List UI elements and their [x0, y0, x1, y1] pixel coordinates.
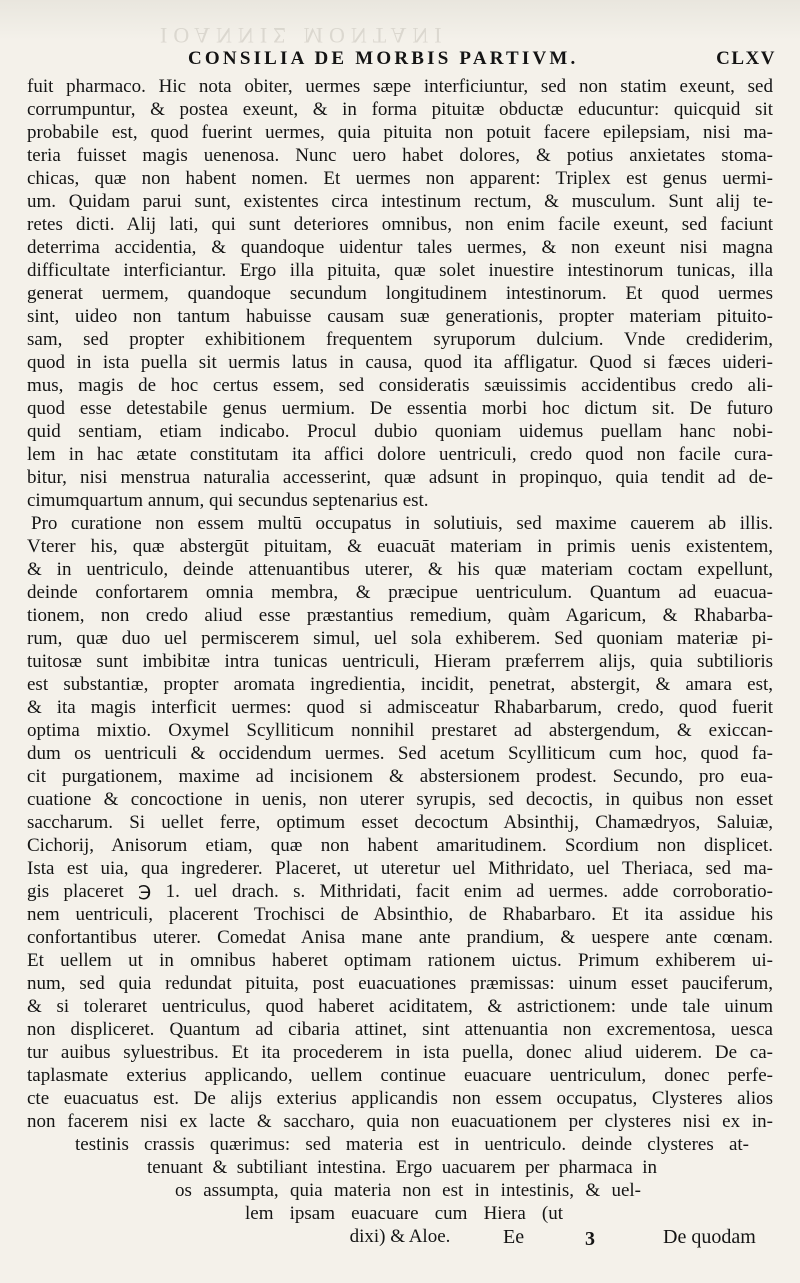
signature-mark: Ee: [503, 1226, 525, 1248]
text-line: & ita magis interficit uermes: quod si admisceatur Rhabarbarum, credo, quod fuerit: [27, 697, 773, 718]
show-through-text: ΙΟΑΝΝΙΣ ΜΟΝΤΑΝΙ: [160, 23, 448, 48]
text-line: um. Quidam parui sunt, existentes circa intestinum rectum, & musculum. Sunt alij te-: [27, 191, 773, 212]
text-line: deterrima accidentia, & quandoque uidentur tales uermes, & non exeunt nisi magna: [27, 237, 773, 258]
text-line: taplasmate exterius applicando, uellem continue euacuare uentriculum, donec perfe-: [27, 1065, 773, 1086]
text-line: cit purgationem, maxime ad incisionem & abstersionem prodest. Secundo, pro eua-: [27, 766, 773, 787]
text-line: generat uermem, quandoque secundum longitudinem intestinorum. Et quod uermes: [27, 283, 773, 304]
text-line: tenuant & subtiliant intestina. Ergo uacuarem per pharmaca in: [147, 1157, 657, 1178]
text-line: dixi) & Aloe.: [349, 1226, 451, 1247]
text-line: & si toleraret uentriculus, quod haberet aciditatem, & astrictionem: unde tale uinum: [27, 996, 773, 1017]
text-line: est substantiæ, propter aromata ingredientia, incidit, penetrat, abstergit, & amara est,: [27, 674, 773, 695]
text-line: quid sentiam, etiam indicabo. Procul dubio quoniam uidemus puellam hanc nobi-: [27, 421, 773, 442]
text-line: dum os uentriculi & occidendum uermes. Sed acetum Scylliticum cum hoc, quod fa-: [27, 743, 773, 764]
text-line: nem uentriculi, placerent Trochisci de Absinthio, de Rhabarbaro. Et ita assidue his: [27, 904, 773, 925]
signature-number: 3: [585, 1228, 595, 1250]
text-line: sam, sed propter exhibitionem frequentem syruporum dulcium. Vnde crediderim,: [27, 329, 773, 350]
text-line: testinis crassis quærimus: sed materia est in uentriculo. deinde clysteres at-: [75, 1134, 749, 1155]
text-line: teria fuisset magis uenenosa. Nunc uero habet dolores, & potius anxietates stoma-: [27, 145, 773, 166]
text-line: difficultate interficiantur. Ergo illa pituita, quæ solet inuestire intestinorum tunicas, illa: [27, 260, 773, 281]
text-line: cte euacuatus est. De alijs exterius applicandis non essem occupatus, Clysteres alios: [27, 1088, 773, 1109]
text-line: fuit pharmaco. Hic nota obiter, uermes sæpe interficiuntur, sed non statim exeunt, sed: [27, 76, 773, 97]
text-line: corrumpuntur, & postea exeunt, & in forma pituitæ obductæ educuntur: quicquid sit: [27, 99, 773, 120]
catchword: De quodam: [663, 1226, 756, 1248]
text-line: Ista est uia, qua ingrederer. Placeret, ut uteretur uel Mithridato, uel Theriaca, sed ma-: [27, 858, 773, 879]
text-line: retes dicti. Alij lati, qui sunt deteriores omnibus, non enim facile exeunt, sed faciunt: [27, 214, 773, 235]
text-line: mus, magis de hoc certus essem, sed consideratis sæuissimis accidentibus credo ali-: [27, 375, 773, 396]
text-line: Pro curatione non essem multū occupatus in solutiuis, sed maxime cauerem ab illis.: [31, 513, 773, 534]
text-line: Et uellem ut in omnibus haberet optimam rationem uictus. Primum exhiberem ui-: [27, 950, 773, 971]
text-line: sint, uideo non tantum habuisse causam suæ generationis, propter materiam pituito-: [27, 306, 773, 327]
text-line: gis placeret ℈ 1. uel drach. s. Mithridati, facit enim ad uermes. adde corroboratio-: [27, 881, 773, 902]
text-line: bitur, nisi menstrua naturalia accesserint, quæ adsunt in propinquo, quia tendit ad de-: [27, 467, 773, 488]
text-line: saccharum. Si uellet ferre, optimum esset decoctum Absinthij, Chamædryos, Saluiæ,: [27, 812, 773, 833]
text-line: chicas, quæ non habent nomen. Et uermes non apparent: Triplex est genus uermi-: [27, 168, 773, 189]
text-line: & in uentriculo, deinde attenuantibus uterer, & his quæ materiam coctam expellunt,: [27, 559, 773, 580]
show-through-strip: [0, 0, 800, 48]
text-line: num, sed quia redundat pituita, post euacuationes præmissas: uinum esset pauciferum,: [27, 973, 773, 994]
text-line: os assumpta, quia materia non est in intestinis, & uel-: [175, 1180, 641, 1201]
text-line: lem ipsam euacuare cum Hiera (ut: [245, 1203, 563, 1224]
text-line: tionem, non credo aliud esse præstantius remedium, quàm Agaricum, & Rhabarba-: [27, 605, 773, 626]
text-line: quod in ista puella sit uermis latus in causa, quod ita affligatur. Quod si fæces uideri-: [27, 352, 773, 373]
text-line: tuitosæ sunt imbibitæ intra tunicas uentriculi, Hieram præferrem alijs, quia subtilioris: [27, 651, 773, 672]
body-text: [27, 75, 773, 1248]
text-line: non facerem nisi ex lacte & saccharo, quia non euacuationem per clysteres nisi ex in-: [27, 1111, 773, 1132]
folio-number: CLXV: [716, 48, 776, 69]
text-line: deinde confortarem omnia membra, & præcipue uentriculum. Quantum ad euacua-: [27, 582, 773, 603]
page-header: [20, 48, 780, 78]
page-footer: [0, 1226, 800, 1256]
text-line: Vterer his, quæ abstergūt pituitam, & euacuāt materiam in primis uenis existentem,: [27, 536, 773, 557]
text-line: non displiceret. Quantum ad cibaria attinet, sint attenuantia non excrementosa, uesca: [27, 1019, 773, 1040]
text-line: probabile est, quod fuerint uermes, quia pituita non potuit facere epilepsiam, nisi ma-: [27, 122, 773, 143]
running-title: CONSILIA DE MORBIS PARTIVM.: [188, 48, 579, 69]
text-line: optima mixtio. Oxymel Scylliticum nonnihil prestaret ad abstergendum, & exiccan-: [27, 720, 773, 741]
text-line: quod esse detestabile genus uermium. De essentia morbi hoc dictum sit. De futuro: [27, 398, 773, 419]
text-line: rum, quæ duo uel permiscerem simul, uel sola exhiberem. Sed quoniam materiæ pi-: [27, 628, 773, 649]
text-line: confortantibus uterer. Comedat Anisa mane ante prandium, & uespere ante cœnam.: [27, 927, 773, 948]
text-line: tur auibus syluestribus. Et ita procederem in ista puella, donec aliud uiderem. De ca-: [27, 1042, 773, 1063]
text-line: lem in hac ætate constitutam ita affici dolore uentriculi, credo quod non facile cura-: [27, 444, 773, 465]
text-line: cimumquartum annum, qui secundus septenarius est.: [27, 490, 429, 511]
text-line: Cichorij, Anisorum etiam, quæ non habent amaritudinem. Scordium non displicet.: [27, 835, 773, 856]
text-line: cuatione & concoctione in uenis, non uterer syrupis, sed decoctis, in quibus non esset: [27, 789, 773, 810]
